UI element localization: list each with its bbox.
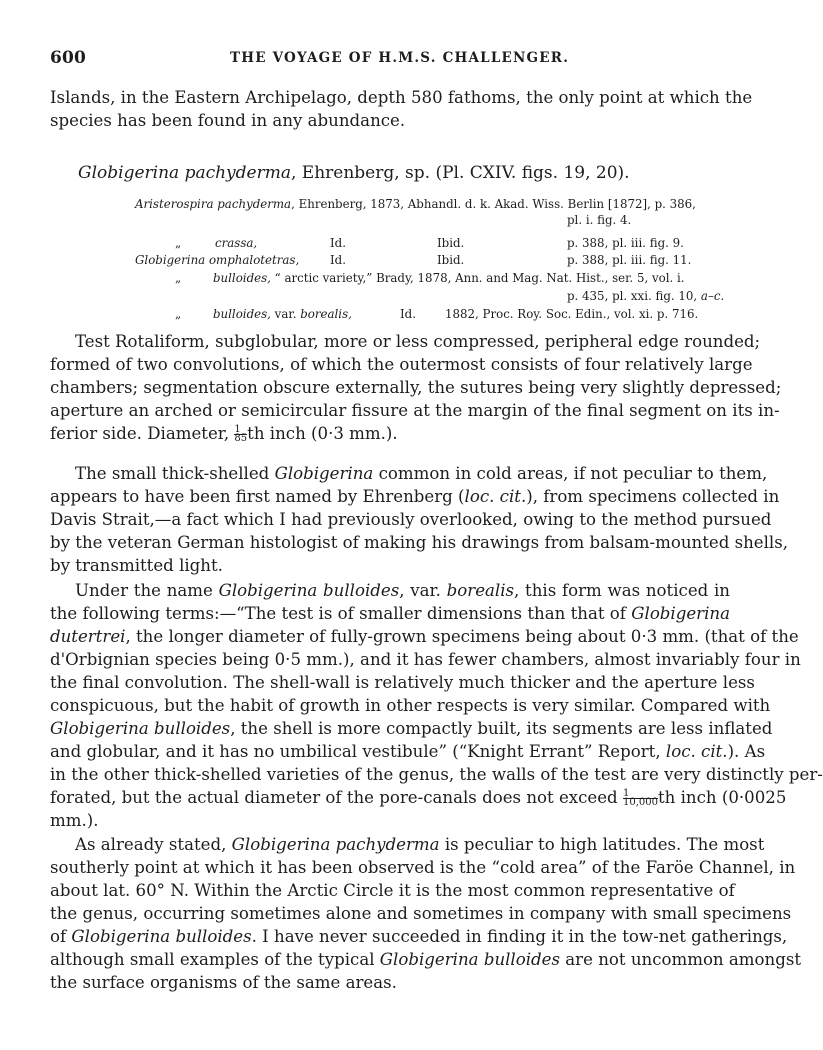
paragraph-line: As already stated, Globigerina pachyderma is peculiar to high latitudes. The most xyxy=(75,835,765,854)
description-line: formed of two convolutions, of which the outermost consists of four relatively large xyxy=(50,355,753,374)
description-line: ferior side. Diameter, $\frac{1}{85}$ th inch (0·3 mm.). xyxy=(50,424,398,444)
paragraph-line: d'Orbignian species being 0·5 mm.), and it has fewer chambers, almost invariably four in xyxy=(50,650,801,669)
paragraph-line: Globigerina bulloides, the shell is more compactly built, its segments are less inflated xyxy=(50,719,773,738)
synonym-name: bulloides, var. borealis, xyxy=(213,307,352,321)
paragraph-line: mm.). xyxy=(50,811,99,830)
synonym-name: crassa, xyxy=(215,236,258,250)
paragraph-line: southerly point at which it has been observed is the “cold area” of the Faröe Channel, in xyxy=(50,858,796,877)
fraction: $\frac{1}{10,000}$ xyxy=(622,788,658,808)
synonym-continuation: pl. i. fig. 4. xyxy=(567,213,632,227)
synonym-page: p. 388, pl. iii. fig. 11. xyxy=(567,253,692,267)
synonym-author: Id. xyxy=(330,236,346,250)
synonym-entry: bulloides, “ arctic variety,” Brady, 1878, Ann. and Mag. Nat. Hist., ser. 5, vol. i. xyxy=(213,271,685,285)
paragraph-line: the surface organisms of the same areas. xyxy=(50,973,397,992)
synonym-reference: 1882, Proc. Roy. Soc. Edin., vol. xi. p. 716. xyxy=(445,307,699,321)
ditto-mark: „ xyxy=(175,236,182,250)
synonym-page: p. 388, pl. iii. fig. 9. xyxy=(567,236,684,250)
fraction: $\frac{1}{85}$ xyxy=(234,424,248,444)
paragraph-line: The small thick-shelled Globigerina common in cold areas, if not peculiar to them, xyxy=(75,464,768,483)
paragraph-line: appears to have been first named by Ehrenberg (loc. cit.), from specimens collected in xyxy=(50,487,780,506)
species-name: Globigerina pachyderma xyxy=(78,163,291,183)
paragraph-line: by transmitted light. xyxy=(50,556,223,575)
paragraph-line: Under the name Globigerina bulloides, var. borealis, this form was noticed in xyxy=(75,581,730,600)
synonym-reference: Ibid. xyxy=(437,253,465,267)
paragraph-line: dutertrei, the longer diameter of fully-grown specimens being about 0·3 mm. (that of the xyxy=(50,627,799,646)
paragraph-line: the final convolution. The shell-wall is relatively much thicker and the aperture less xyxy=(50,673,755,692)
paragraph-line: forated, but the actual diameter of the pore-canals does not exceed $\frac{1}{10,000}$ th inch (0·0025 xyxy=(50,788,787,808)
synonym-author: Id. xyxy=(400,307,416,321)
description-line: chambers; segmentation obscure externally, the sutures being very slightly depressed; xyxy=(50,378,782,397)
paragraph-line: by the veteran German histologist of making his drawings from balsam-mounted shells, xyxy=(50,533,789,552)
paragraph-line: the following terms:—“The test is of smaller dimensions than that of Globigerina xyxy=(50,604,730,623)
paragraph-line: in the other thick-shelled varieties of the genus, the walls of the test are very distinctly per- xyxy=(50,765,823,784)
paragraph-line: about lat. 60° N. Within the Arctic Circle it is the most common representative of xyxy=(50,881,735,900)
intro-line: Islands, in the Eastern Archipelago, depth 580 fathoms, the only point at which the xyxy=(50,88,753,107)
paragraph-line: and globular, and it has no umbilical vestibule” (“Knight Errant” Report, loc. cit.). As xyxy=(50,742,766,761)
intro-line: species has been found in any abundance. xyxy=(50,111,406,130)
description-line: Test Rotaliform, subglobular, more or less compressed, peripheral edge rounded; xyxy=(75,332,761,351)
paragraph-line: of Globigerina bulloides. I have never succeeded in finding it in the tow-net gatherings, xyxy=(50,927,788,946)
ditto-mark: „ xyxy=(175,307,182,321)
page-number: 600 xyxy=(50,48,87,68)
paragraph-line: although small examples of the typical Globigerina bulloides are not uncommon amongst xyxy=(50,950,802,969)
description-line: aperture an arched or semicircular fissure at the margin of the final segment on its in- xyxy=(50,401,780,420)
ditto-mark: „ xyxy=(175,271,182,285)
running-title: THE VOYAGE OF H.M.S. CHALLENGER. xyxy=(230,50,570,66)
synonym-continuation: p. 435, pl. xxi. fig. 10, a–c. xyxy=(567,289,725,303)
synonym-entry: Aristerospira pachyderma, Ehrenberg, 1873, Abhandl. d. k. Akad. Wiss. Berlin [1872], p. 386, xyxy=(135,197,696,211)
paragraph-line: Davis Strait,—a fact which I had previously overlooked, owing to the method pursued xyxy=(50,510,772,529)
paragraph-line: conspicuous, but the habit of growth in other respects is very similar. Compared with xyxy=(50,696,771,715)
synonym-author: Id. xyxy=(330,253,346,267)
synonym-name: Globigerina omphalotetras, xyxy=(135,253,300,267)
species-heading: Globigerina pachyderma, Ehrenberg, sp. (Pl. CXIV. figs. 19, 20). xyxy=(78,163,630,183)
paragraph-line: the genus, occurring sometimes alone and sometimes in company with small specimens xyxy=(50,904,792,923)
synonym-reference: Ibid. xyxy=(437,236,465,250)
